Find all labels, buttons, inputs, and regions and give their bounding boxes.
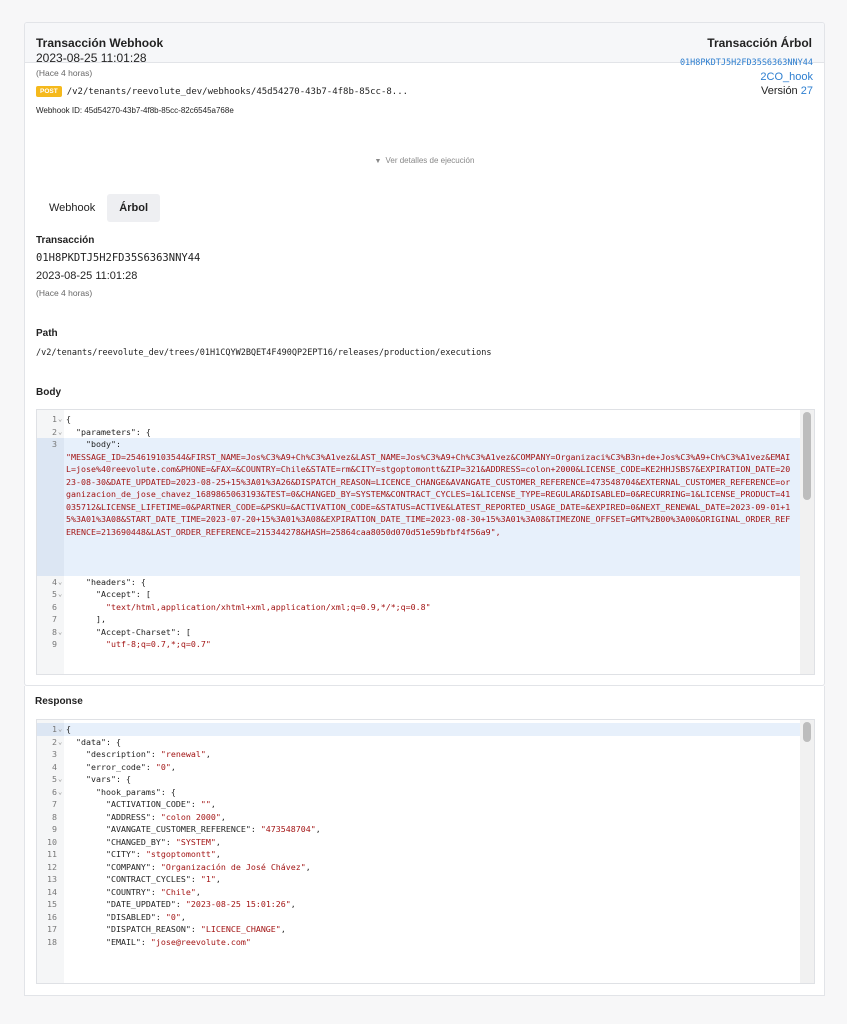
- line-number: 14: [47, 886, 57, 897]
- code-token: "DISPATCH_REASON":: [66, 924, 201, 934]
- webhook-title: Transacción Webhook: [36, 35, 164, 50]
- chevron-down-icon[interactable]: ⌄: [58, 427, 63, 436]
- code-token: "AVANGATE_CUSTOMER_REFERENCE":: [66, 824, 261, 834]
- code-line: [37, 601, 800, 614]
- code-token: "EMAIL":: [66, 936, 151, 947]
- code-text: [66, 426, 151, 439]
- tab-bar: [37, 194, 160, 222]
- code-line: [37, 613, 800, 626]
- code-text: [66, 823, 321, 836]
- line-number: 10: [47, 836, 57, 847]
- caret-down-icon: ▼: [374, 158, 382, 165]
- version: [680, 85, 813, 97]
- code-text: [66, 861, 311, 874]
- code-token: "COMPANY":: [66, 861, 161, 872]
- execution-details-label: Ver detalles de ejecución: [385, 156, 475, 165]
- code-token: "hook_params": {: [66, 786, 176, 797]
- code-token: ,: [315, 824, 321, 834]
- code-text: [66, 413, 71, 426]
- code-text: [66, 873, 221, 886]
- string-token: "1": [200, 874, 216, 884]
- chevron-down-icon[interactable]: ⌄: [58, 577, 63, 586]
- chevron-down-icon[interactable]: ⌄: [58, 737, 63, 746]
- code-token: ,: [215, 836, 221, 847]
- body-editor[interactable]: [36, 409, 815, 675]
- tree-title: Transacción Árbol: [707, 35, 812, 50]
- code-token: ,: [220, 811, 226, 822]
- string-token: "stgoptomontt": [145, 849, 216, 859]
- string-token: "0": [165, 911, 181, 922]
- code-line: [37, 786, 800, 799]
- method-badge: POST: [36, 86, 62, 97]
- string-token: "473548704": [260, 824, 316, 834]
- code-line: [37, 761, 800, 774]
- code-text: [66, 748, 211, 761]
- code-token: ,: [210, 799, 216, 809]
- code-token: "DISABLED":: [66, 911, 166, 922]
- string-token: "utf-8;q=0.7,*;q=0.7": [105, 639, 211, 649]
- line-number: 4: [52, 761, 57, 772]
- line-number: 5: [52, 774, 57, 784]
- line-number: 13: [47, 874, 57, 884]
- response-scrollbar[interactable]: [800, 720, 814, 983]
- line-gutter-highlight: [37, 451, 64, 576]
- string-token: "Chile": [160, 886, 196, 897]
- code-token: "Accept": [: [66, 589, 151, 599]
- code-line: [37, 638, 800, 651]
- code-token: ,: [290, 899, 296, 909]
- line-number: 15: [47, 899, 57, 909]
- code-token: ,: [195, 886, 201, 897]
- code-token: ,: [280, 924, 286, 934]
- body-scroll-thumb[interactable]: [803, 412, 811, 500]
- transaction-ago: (Hace 4 horas): [36, 68, 93, 78]
- response-section: [24, 686, 825, 996]
- line-number: 6: [52, 601, 57, 612]
- line-number: 3: [52, 749, 57, 759]
- webhook-id: Webhook ID: 45d54270-43b7-4f8b-85cc-82c6545a768e: [36, 106, 234, 115]
- code-token: ,: [215, 849, 221, 859]
- code-line: [37, 626, 800, 639]
- code-text: [66, 773, 131, 786]
- string-token: "LICENCE_CHANGE": [200, 924, 281, 934]
- code-token: "data": {: [66, 736, 121, 747]
- code-line: [37, 748, 800, 761]
- code-text: [66, 638, 211, 651]
- code-token: {: [66, 724, 71, 734]
- line-number: 8: [52, 626, 57, 637]
- code-token: ,: [180, 911, 186, 922]
- version-link[interactable]: 27: [800, 85, 813, 97]
- string-token: "2023-08-25 15:01:26": [185, 899, 291, 909]
- chevron-down-icon[interactable]: ⌄: [58, 627, 63, 636]
- code-token: "Accept-Charset": [: [66, 626, 191, 637]
- code-token: "parameters": {: [66, 426, 151, 437]
- response-scroll-thumb[interactable]: [803, 722, 811, 742]
- code-line: [37, 936, 800, 949]
- request-line: [36, 86, 408, 97]
- line-number: 1: [52, 724, 57, 734]
- line-number: 5: [52, 589, 57, 599]
- hook-link[interactable]: 2CO_hook: [760, 71, 813, 83]
- code-line: [37, 861, 800, 874]
- body-scrollbar[interactable]: [800, 410, 814, 674]
- request-url: /v2/tenants/reevolute_dev/webhooks/45d54270-43b7-4f8b-85cc-8...: [66, 86, 409, 97]
- string-token: "jose@reevolute.com": [150, 936, 251, 947]
- code-token: ,: [215, 874, 221, 884]
- code-token: ,: [305, 861, 311, 872]
- path-label: Path: [36, 328, 58, 339]
- line-number: 12: [47, 861, 57, 872]
- line-number: 18: [47, 936, 57, 947]
- code-line: [37, 576, 800, 589]
- code-line: [37, 911, 800, 924]
- chevron-down-icon[interactable]: ⌄: [58, 725, 63, 733]
- code-text: [66, 898, 296, 911]
- line-number: 6: [52, 786, 57, 797]
- code-token: [66, 602, 106, 612]
- string-token: "renewal": [160, 749, 206, 759]
- code-text: [66, 601, 431, 614]
- code-line: [37, 438, 800, 451]
- code-token: ,: [170, 761, 176, 772]
- code-token: "description":: [66, 749, 161, 759]
- code-text: [66, 936, 251, 949]
- response-lines: [37, 723, 800, 948]
- code-line: [37, 898, 800, 911]
- code-token: "DATE_UPDATED":: [66, 899, 186, 909]
- code-token: "CITY":: [66, 849, 146, 859]
- line-number: 11: [47, 849, 57, 859]
- code-token: "headers": {: [66, 576, 146, 587]
- tree-transaction-id: 01H8PKDTJ5H2FD35S6363NNY44: [36, 252, 201, 264]
- code-line: [37, 823, 800, 836]
- string-token: "Organización de José Chávez": [160, 861, 306, 872]
- code-line: [37, 588, 800, 601]
- code-token: "error_code":: [66, 761, 156, 772]
- code-text: [66, 886, 201, 899]
- code-text: [66, 588, 151, 601]
- string-token: "SYSTEM": [175, 836, 216, 847]
- code-line: [37, 426, 800, 439]
- code-line: [37, 798, 800, 811]
- code-line: [37, 723, 800, 736]
- code-text: [66, 798, 216, 811]
- transaction-date: 2023-08-25 11:01:28: [36, 51, 147, 65]
- code-token: [66, 639, 106, 649]
- wrapped-body-value: [37, 451, 800, 576]
- code-token: "vars": {: [66, 774, 131, 784]
- chevron-down-icon[interactable]: ⌄: [58, 415, 63, 423]
- code-token: ],: [66, 614, 106, 624]
- response-label: Response: [35, 696, 83, 707]
- code-token: "ACTIVATION_CODE":: [66, 799, 201, 809]
- line-number: 8: [52, 811, 57, 822]
- tree-transaction-date: 2023-08-25 11:01:28: [36, 270, 138, 282]
- line-number: 16: [47, 911, 57, 922]
- tab-tree[interactable]: Árbol: [107, 194, 160, 222]
- execution-details-toggle[interactable]: [25, 156, 824, 165]
- code-text: [66, 836, 221, 849]
- code-line: [37, 923, 800, 936]
- line-number: 17: [47, 924, 57, 934]
- code-text: [66, 613, 106, 626]
- tree-transaction-ago: (Hace 4 horas): [36, 288, 93, 298]
- code-text: [66, 438, 121, 451]
- code-text: [66, 786, 176, 799]
- string-token: "text/html,application/xhtml+xml,application/xml;q=0.9,*/*;q=0.8": [105, 601, 431, 612]
- code-line: [37, 848, 800, 861]
- code-token: "CHANGED_BY":: [66, 836, 176, 847]
- string-token: "colon 2000": [160, 811, 221, 822]
- tree-info: [680, 58, 813, 97]
- code-line: [37, 773, 800, 786]
- code-line: [37, 873, 800, 886]
- path-value: /v2/tenants/reevolute_dev/trees/01H1CQYW2BQET4F490QP2EPT16/releases/production/executions: [36, 348, 492, 358]
- code-line: [37, 413, 800, 426]
- code-token: "ADDRESS":: [66, 811, 161, 822]
- string-token: "0": [155, 761, 171, 772]
- code-token: {: [66, 414, 71, 424]
- line-number: 2: [52, 736, 57, 747]
- code-token: ,: [205, 749, 211, 759]
- version-label: Versión: [760, 85, 798, 97]
- tree-transaction-link[interactable]: 01H8PKDTJ5H2FD35S6363NNY44: [679, 58, 813, 68]
- code-text: [66, 848, 221, 861]
- line-number: 1: [52, 414, 57, 424]
- code-text: [66, 923, 286, 936]
- line-number: 9: [52, 824, 57, 834]
- code-line: [37, 886, 800, 899]
- code-line: [37, 736, 800, 749]
- transaction-label: Transacción: [36, 235, 95, 246]
- line-number: 7: [52, 614, 57, 624]
- code-text: [66, 626, 191, 639]
- code-token: "COUNTRY":: [66, 886, 161, 897]
- code-text: [66, 723, 71, 736]
- line-number: 7: [52, 799, 57, 809]
- body-string-value: "MESSAGE_ID=254619103544&FIRST_NAME=Jos%C3%A9+Ch%C3%A1vez&LAST_NAME=Jos%C3%A9+Ch%C3%A1vez&COMPANY=Organizaci%C3%B3n+de+Jos%C3%A9+Ch%C3%A1vez&EMAIL=jose%40reevolute.com&PHONE=&FAX=&COUNTRY=Chile&STATE=rm&CITY=stgoptomontt&ZIP=321&ADDRESS=colon+2000&LICENSE_CODE=KE2HHJSBS7&EXPIRATION_DATE=2023-08-30&DATE_UPDATED=2023-08-25+15%3A01%3A26&DISPATCH_REASON=LICENCE_CHANGE&AVANGATE_CUSTOMER_REFERENCE=473548704&EXTERNAL_CUSTOMER_REFERENCE=organizacion_de_jose_chavez_1689865063193&TEST=0&CHANGED_BY=SYSTEM&CONTRACT_CYCLES=1&LICENSE_TYPE=REGULAR&DISABLED=0&RECURRING=1&LICENSE_PRODUCT=41035712&LICENSE_LIFETIME=0&PARTNER_CODE=&PSKU=&ACTIVATION_CODE=&STATUS=ACTIVE&LATEST_REPORTED_USAGE_DATE=&EXPIRED=0&NEXT_RENEWAL_DATE=2023-09-01+15%3A01%3A08&START_DATE_TIME=2023-07-20+15%3A01%3A08&EXPIRATION_DATE_TIME=2023-08-30+15%3A01%3A08&TIMEZONE_OFFSET=GMT%2B00%3A00&ORIGINAL_ORDER_REFERENCE=213690448&LAST_ORDER_REFERENCE=215344278&HASH=25864caa8050d070d51e59bfbf4f56a9",: [66, 451, 791, 537]
- code-text: [66, 761, 176, 774]
- code-text: [66, 811, 226, 824]
- line-number: 3: [52, 439, 57, 449]
- code-text: [66, 911, 186, 924]
- body-lines: [37, 413, 800, 651]
- code-text: [66, 736, 121, 749]
- response-editor[interactable]: [36, 719, 815, 984]
- code-line: [37, 836, 800, 849]
- line-number: 2: [52, 426, 57, 437]
- chevron-down-icon[interactable]: ⌄: [58, 590, 63, 598]
- chevron-down-icon[interactable]: ⌄: [58, 787, 63, 796]
- code-token: "body":: [66, 439, 121, 449]
- string-token: "": [200, 799, 211, 809]
- code-token: "CONTRACT_CYCLES":: [66, 874, 201, 884]
- line-number: 4: [52, 576, 57, 587]
- code-line: [37, 811, 800, 824]
- code-text: [66, 576, 146, 589]
- body-label: Body: [36, 387, 61, 398]
- line-number: 9: [52, 639, 57, 649]
- chevron-down-icon[interactable]: ⌄: [58, 775, 63, 783]
- webhook-transaction-card: [24, 22, 825, 686]
- tab-webhook[interactable]: Webhook: [49, 202, 96, 214]
